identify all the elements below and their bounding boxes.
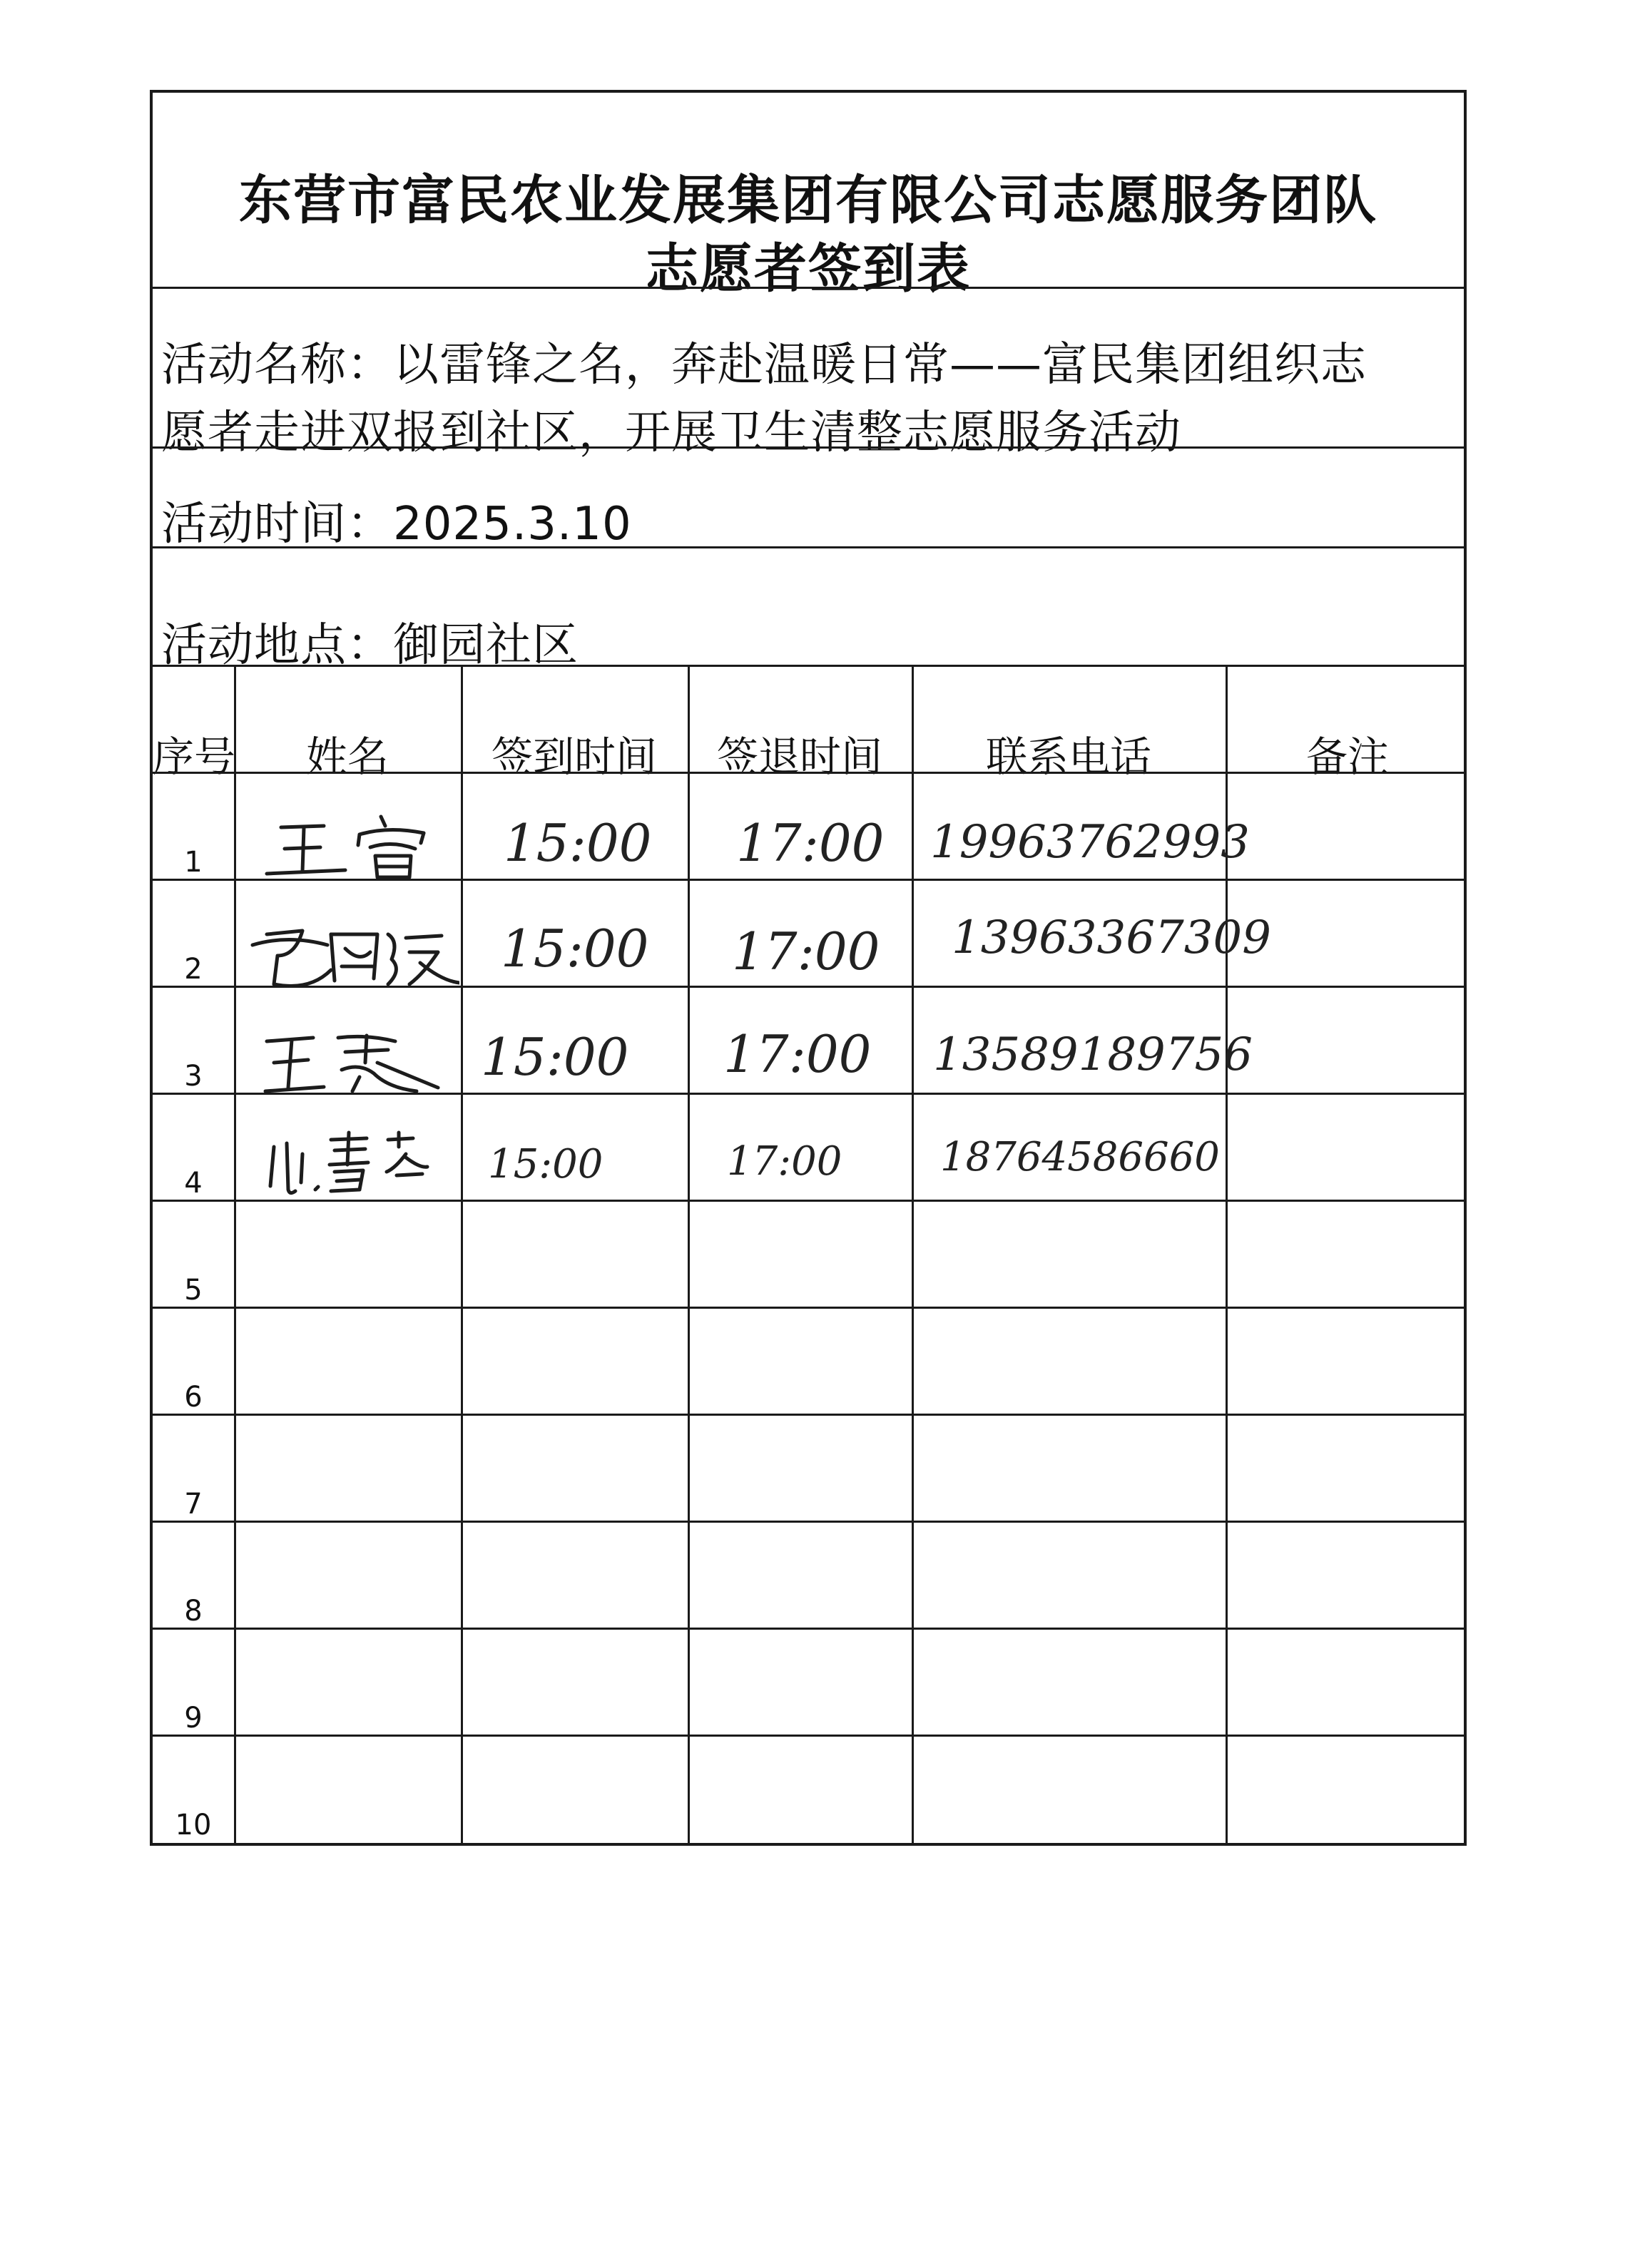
row-3-sign-in: 15:00 bbox=[481, 1027, 629, 1087]
row-seq-10: 10 bbox=[175, 1809, 212, 1842]
row-seq-5: 5 bbox=[184, 1274, 203, 1307]
row-2-phone: 13963367309 bbox=[952, 911, 1271, 964]
row-1-phone: 19963762993 bbox=[930, 816, 1250, 869]
row-4-sign-in: 15:00 bbox=[488, 1141, 603, 1187]
col-divider-3 bbox=[688, 665, 690, 1846]
row-4-phone: 18764586660 bbox=[940, 1134, 1220, 1180]
row-1-sign-out: 17:00 bbox=[736, 813, 885, 873]
column-header-sign-out: 签退时间 bbox=[716, 732, 882, 781]
activity-time: 活动时间：2025.3.10 bbox=[161, 498, 632, 551]
row-divider-7 bbox=[153, 1521, 1464, 1523]
divider-header bbox=[153, 772, 1464, 774]
handwritten-signature-row-2 bbox=[245, 913, 459, 991]
handwritten-signature-row-4 bbox=[260, 1125, 474, 1204]
sign-in-sheet bbox=[150, 90, 1467, 1846]
handwritten-signature-row-3 bbox=[253, 1020, 467, 1098]
row-4-sign-out: 17:00 bbox=[727, 1138, 842, 1185]
row-seq-9: 9 bbox=[184, 1702, 203, 1735]
sheet-title-line1: 东营市富民农业发展集团有限公司志愿服务团队 bbox=[239, 170, 1377, 231]
column-header-seq: 序号 bbox=[153, 732, 236, 781]
column-header-sign-in: 签到时间 bbox=[491, 732, 657, 781]
column-header-name: 姓名 bbox=[305, 732, 389, 781]
row-seq-1: 1 bbox=[184, 846, 203, 879]
col-divider-1 bbox=[234, 665, 236, 1846]
column-header-phone: 联系电话 bbox=[985, 732, 1151, 781]
row-seq-7: 7 bbox=[184, 1488, 203, 1521]
handwritten-signature-row-1 bbox=[253, 806, 467, 884]
row-seq-6: 6 bbox=[184, 1381, 203, 1414]
sheet-title-line2: 志愿者签到表 bbox=[646, 238, 971, 300]
activity-name-line1: 活动名称：以雷锋之名，奔赴温暖日常——富民集团组织志 bbox=[161, 339, 1367, 392]
divider-activity-place bbox=[153, 665, 1464, 667]
activity-name-line2: 愿者走进双报到社区，开展卫生清整志愿服务活动 bbox=[161, 407, 1181, 459]
divider-activity-time bbox=[153, 546, 1464, 548]
row-3-sign-out: 17:00 bbox=[723, 1024, 872, 1084]
column-header-note: 备注 bbox=[1305, 732, 1389, 781]
row-divider-6 bbox=[153, 1414, 1464, 1416]
row-seq-2: 2 bbox=[184, 953, 203, 986]
row-divider-8 bbox=[153, 1628, 1464, 1630]
row-1-sign-in: 15:00 bbox=[504, 813, 652, 873]
row-seq-4: 4 bbox=[184, 1167, 203, 1200]
row-divider-5 bbox=[153, 1307, 1464, 1309]
divider-activity-name bbox=[153, 446, 1464, 449]
divider-title bbox=[153, 287, 1464, 289]
col-divider-4 bbox=[912, 665, 914, 1846]
row-seq-8: 8 bbox=[184, 1595, 203, 1628]
row-3-phone: 13589189756 bbox=[933, 1028, 1253, 1081]
row-divider-9 bbox=[153, 1735, 1464, 1737]
activity-place: 活动地点：御园社区 bbox=[161, 619, 579, 672]
row-2-sign-out: 17:00 bbox=[732, 921, 880, 981]
row-2-sign-in: 15:00 bbox=[501, 919, 649, 979]
row-seq-3: 3 bbox=[184, 1060, 203, 1093]
